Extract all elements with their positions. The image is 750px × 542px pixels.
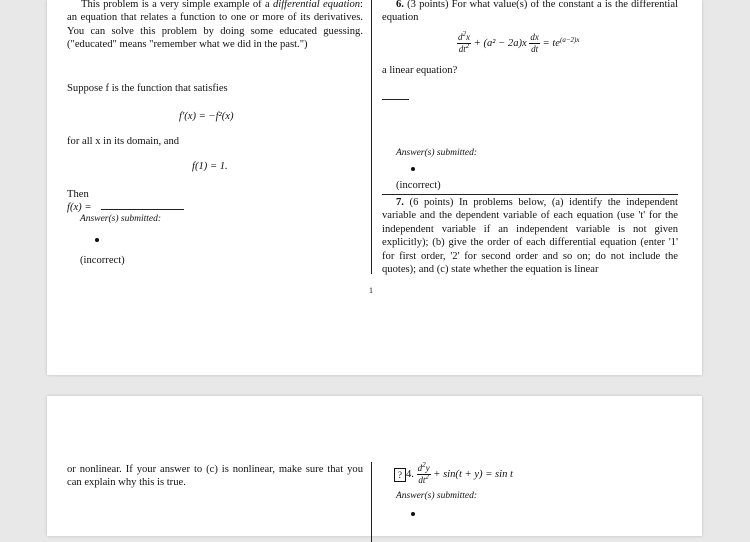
answers-submitted-label: Answer(s) submitted: (80, 214, 162, 224)
equation-middle-term: + (a² − 2a)x (473, 37, 527, 49)
equation-initial: f(1) = 1. (192, 161, 228, 172)
answers-submitted-label: Answer(s) submitted: (396, 148, 478, 158)
fx-label: f(x) = (67, 202, 92, 213)
question-6-equation (457, 30, 580, 54)
document-page-2 (47, 396, 702, 536)
item-4-label: 4. (406, 468, 414, 480)
status-incorrect: (incorrect) (396, 180, 441, 191)
intro-term: differential equation (273, 0, 361, 10)
item-4-right-side: + sin(t + y) = sin t (433, 468, 513, 480)
status-incorrect: (incorrect) (80, 255, 125, 266)
d2x-dt2-fraction: $\frac{d^2x}{dt^2}$ (458, 30, 470, 54)
question-6-question: a linear equation? (382, 65, 458, 76)
then-text: Then (67, 189, 89, 200)
equation-exponent: (a−2)x (560, 35, 580, 44)
intro-rest: : an equation that relates a function to one or more of its derivatives. You can solve this problem by doing some educated guessing. ("educated" means "remember what we did in the past.") (67, 0, 363, 51)
d2y-dt2-fraction: $\frac{d^2y}{dt^2}$ (417, 461, 430, 485)
answer-bullet (411, 512, 415, 516)
page-number: 1 (369, 286, 373, 295)
column-divider (371, 462, 372, 542)
dx-dt-fraction: $\frac{dx}{dt}$ (530, 32, 539, 54)
for-all-text: for all x in its domain, and (67, 136, 180, 147)
item-4-equation (394, 461, 513, 485)
question-6-text (382, 0, 678, 25)
fx-answer-blank[interactable] (101, 209, 184, 210)
column-divider (371, 0, 372, 274)
question-6-answer-blank[interactable] (382, 99, 409, 100)
continuation-text: or nonlinear. If your answer to (c) is nonlinear, make sure that you can explain why this is true. (67, 464, 363, 489)
equation-derivative: f′(x) = −f²(x) (179, 111, 234, 122)
question-7-number: 7. (396, 197, 404, 208)
answer-bullet (95, 238, 99, 242)
document-page-1 (47, 0, 702, 375)
question-separator (382, 194, 678, 195)
equation-right-side: = te (542, 37, 560, 49)
intro-lead: This problem is a very simple example of a (81, 0, 273, 10)
answer-status-box[interactable]: ? (394, 468, 406, 482)
question-6-number: 6. (396, 0, 404, 10)
answers-submitted-label: Answer(s) submitted: (396, 491, 478, 501)
answer-bullet (411, 167, 415, 171)
question-7-body: (6 points) In problems below, (a) identify the independent variable and the dependent variable of each equation (use 't' for the independent variable if an independent variable is not given explicitly); (b) give the order of each differential equation (enter '1' for first order, '2' for second order and so on; do not include the quotes); and (c) state whether the equation is linear (382, 197, 678, 276)
suppose-text: Suppose f is the function that satisfies (67, 83, 228, 94)
question-7-text (382, 196, 678, 276)
intro-paragraph (67, 0, 363, 52)
question-6-body: (3 points) For what value(s) of the constant a is the differential equation (382, 0, 678, 24)
